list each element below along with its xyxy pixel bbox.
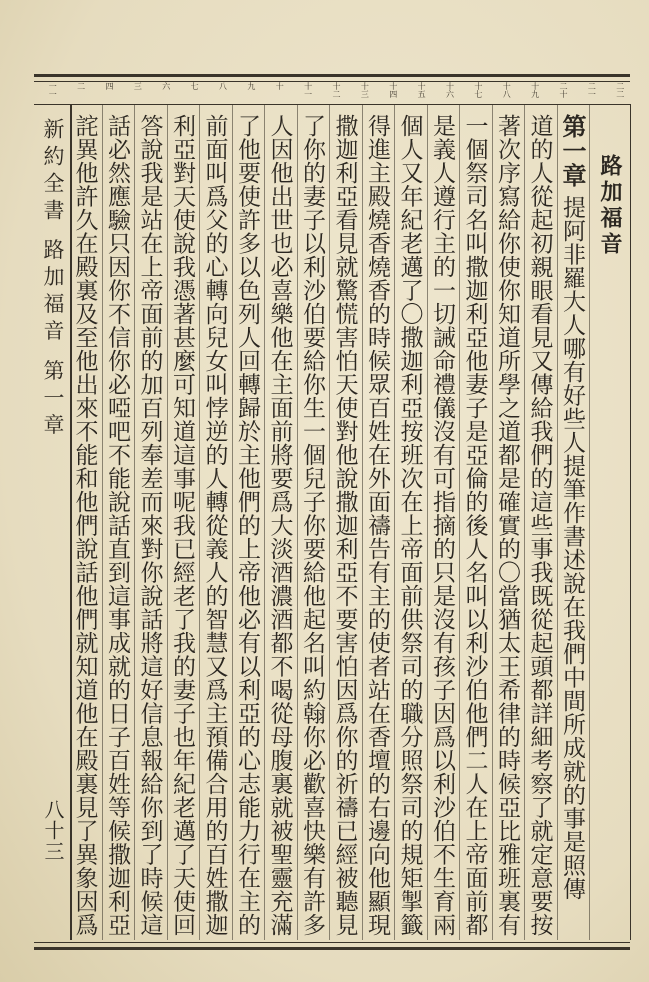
chapter-label: 第一章 <box>558 114 587 188</box>
book-heading-column <box>590 104 631 940</box>
text-column: 話必然應驗只因你不信你必啞吧不能說話直到這事成就的日子百姓等候撒迦利亞 <box>103 104 136 940</box>
verse-marker: 八 <box>218 82 228 90</box>
verse-marker: 二 <box>76 82 86 90</box>
verse-marker: 十一 <box>303 82 313 98</box>
verse-marker: 十六 <box>445 82 455 98</box>
verse-marker: 一一 <box>48 82 58 98</box>
verse-marker: 十八 <box>502 82 512 98</box>
text-column: 了你的妻子以利沙伯要給你生一個兒子你要給他起名叫約翰你必歡喜快樂有許多 <box>298 104 331 940</box>
text-column: 一個祭司名叫撒迦利亞他妻子是亞倫的後人名叫以利沙伯他們二人在上帝面前都 <box>460 104 493 940</box>
verse-marker: 六 <box>161 82 171 90</box>
verse-marker: 二二 <box>615 82 625 98</box>
text-column: 利亞對天使說我憑著甚麼可知道這事呢我已經老了我的妻子也年紀老邁了天使回 <box>168 104 201 940</box>
verse-marker: 十七 <box>473 82 483 98</box>
verse-marker: 二一 <box>587 82 597 98</box>
text-column: 詫異他許久在殿裏及至他出來不能和他們說話他們就知道他在殿裏見了異象因爲 <box>70 104 103 940</box>
verse-marker: 二十 <box>559 82 569 98</box>
text-column: 個人又年紀老邁了〇撒迦利亞按班次在上帝面前供祭司的職分照祭司的規矩掣籤 <box>395 104 428 940</box>
book-heading: 路加福音 <box>597 154 623 258</box>
verse-number-strip <box>34 80 630 105</box>
page-number: 八十三 <box>41 799 65 862</box>
text-column: 了他要使許多以色列人回轉歸於主他們的上帝他必有以利亞的心志能力行在主的 <box>233 104 266 940</box>
text-column: 得進主殿燒香燒香的時候眾百姓在外面禱告有主的使者站在香壇的右邊向他顯現 <box>363 104 396 940</box>
verse-marker: 七 <box>190 82 200 90</box>
text-column: 是義人遵行主的一切誡命禮儀沒有可指摘的只是沒有孩子因爲以利沙伯不生育兩 <box>428 104 461 940</box>
verse-marker: 十二 <box>332 82 341 98</box>
verse-marker: 十九 <box>530 82 540 98</box>
verse-marker: 九 <box>246 82 256 90</box>
column-text: 提阿非羅大人哪有好些人提筆作書述說在我們中間所成就的事是照傳 <box>559 187 585 901</box>
text-column: 道的人從起初親眼看見又傳給我們的這些事我既從起頭都詳細考察了就定意要按 <box>525 104 558 940</box>
text-column: 人因他出世也必喜樂他在主面前將要爲大淡酒濃酒都不喝從母腹裏就被聖靈充滿 <box>265 104 298 940</box>
verse-marker: 十 <box>275 82 285 90</box>
running-title: 新約全書 路加福音 第一章 <box>41 118 65 441</box>
text-column <box>558 104 591 940</box>
text-column: 撒迦利亞看見就驚慌害怕天使對他說撒迦利亞不要害怕因爲你的祈禱已經被聽見 <box>330 104 363 940</box>
verse-marker: 四 <box>104 82 114 90</box>
text-column: 答說我是站在上帝面前的加百列奉差而來對你說話將這好信息報給你到了時候這 <box>135 104 168 940</box>
text-column: 著次序寫給你使你知道所學之道都是確實的〇當猶太王希律的時候亞比雅班裏有 <box>493 104 526 940</box>
verse-marker: 十三 <box>360 82 370 98</box>
verse-marker: 十五 <box>417 82 427 98</box>
verse-marker: 十四 <box>388 82 398 98</box>
verse-marker: 三 <box>133 82 143 90</box>
frame-rule-bottom <box>34 942 630 943</box>
text-column: 前面叫爲父的心轉向兒女叫悖逆的人轉從義人的智慧又爲主預備合用的百姓撒迦 <box>200 104 233 940</box>
running-title-column <box>34 104 72 940</box>
